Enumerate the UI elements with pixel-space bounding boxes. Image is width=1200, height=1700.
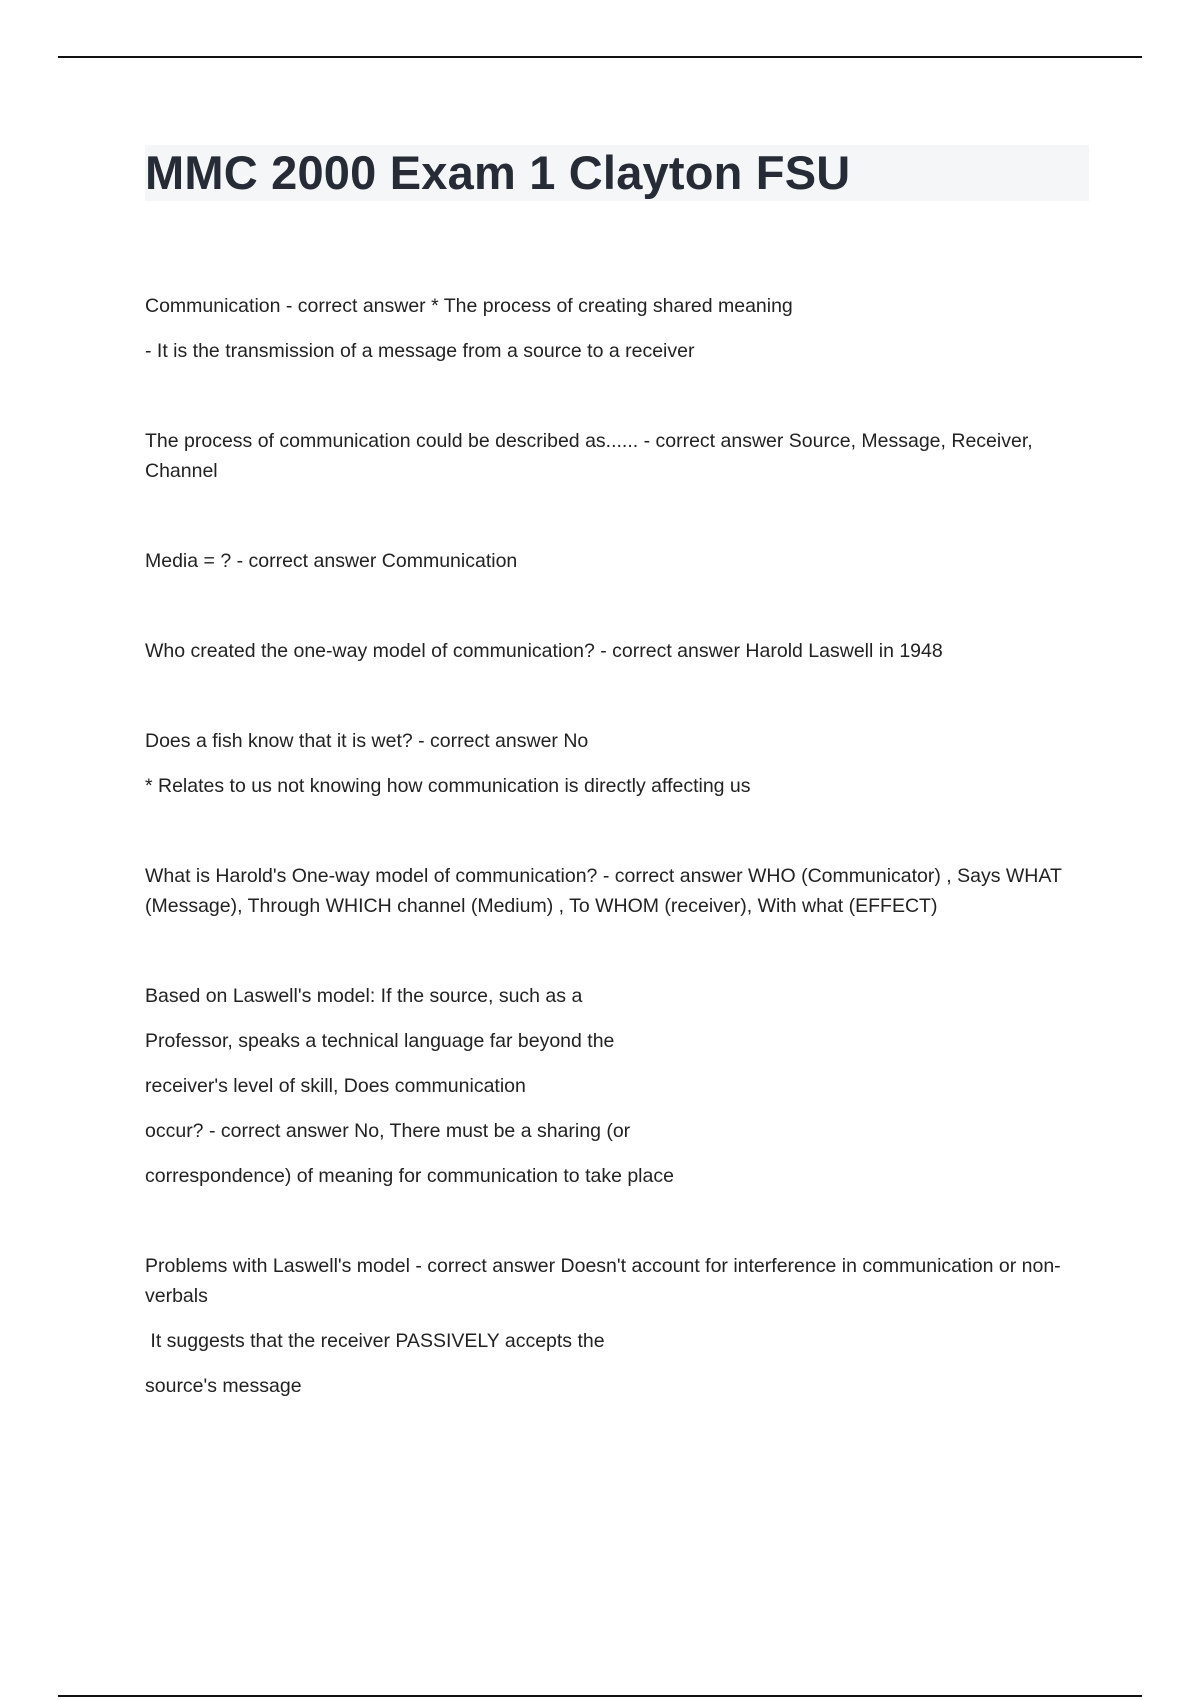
qa-line: Professor, speaks a technical language far beyond the: [145, 1030, 615, 1052]
document-title: MMC 2000 Exam 1 Clayton FSU: [145, 146, 851, 199]
qa-entry-one-way-creator: [145, 636, 1085, 666]
qa-line: Does a fish know that it is wet? - correct answer No: [145, 730, 589, 752]
bottom-rule: [58, 1695, 1142, 1697]
qa-line: Communication - correct answer * The process of creating shared meaning: [145, 295, 793, 317]
qa-line: - It is the transmission of a message from a source to a receiver: [145, 340, 695, 362]
qa-entry-one-way-model: [145, 861, 1085, 921]
qa-line: The process of communication could be described as...... - correct answer Source, Message, Receiver, Channel: [145, 430, 1033, 482]
qa-line: Who created the one-way model of communication? - correct answer Harold Laswell in 1948: [145, 640, 943, 662]
qa-line: occur? - correct answer No, There must be a sharing (or: [145, 1120, 631, 1142]
qa-entry-process: [145, 426, 1085, 486]
qa-line: Based on Laswell's model: If the source, such as a: [145, 985, 583, 1007]
qa-line: It suggests that the receiver PASSIVELY accepts the: [145, 1330, 605, 1352]
qa-entry-laswell-source: [145, 981, 1085, 1191]
qa-entry-communication: [145, 291, 1085, 366]
qa-entry-media: [145, 546, 1085, 576]
qa-line: Problems with Laswell's model - correct answer Doesn't account for interference in communication or non-verbals: [145, 1255, 1061, 1307]
document-body: [145, 291, 1085, 1461]
qa-line: Media = ? - correct answer Communication: [145, 550, 518, 572]
qa-line: correspondence) of meaning for communication to take place: [145, 1165, 674, 1187]
qa-entry-fish: [145, 726, 1085, 801]
qa-entry-laswell-problems: [145, 1251, 1085, 1401]
top-rule: [58, 56, 1142, 58]
qa-line: * Relates to us not knowing how communication is directly affecting us: [145, 775, 751, 797]
qa-line: What is Harold's One-way model of communication? - correct answer WHO (Communicator) , Says WHAT (Message), Through WHICH channel (Medium) , To WHOM (receiver), With what (EFFECT): [145, 865, 1062, 917]
qa-line: source's message: [145, 1375, 302, 1397]
qa-line: receiver's level of skill, Does communication: [145, 1075, 526, 1097]
